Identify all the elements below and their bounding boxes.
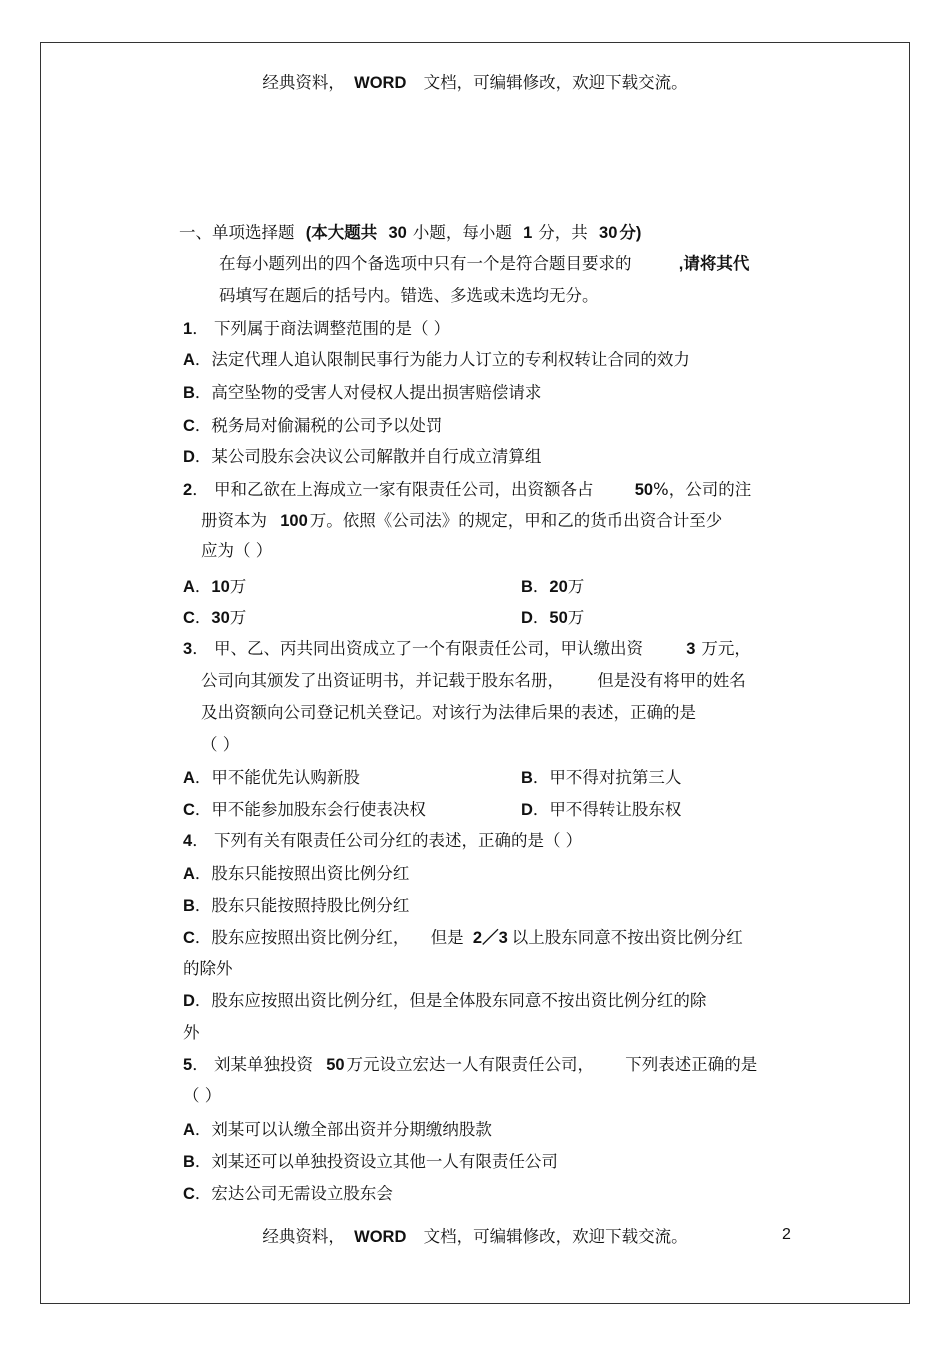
- q2-option-c: [183, 607, 246, 629]
- question-text-tail: 但是没有将甲的姓名: [597, 671, 746, 690]
- question-1: [183, 318, 450, 340]
- option-letter: C: [183, 801, 195, 819]
- option-text: 刘某可以认缴全部出资并分期缴纳股款: [211, 1120, 492, 1139]
- dot: ．: [194, 447, 212, 466]
- section-title-text: 小题，每小题: [412, 223, 512, 242]
- question-text: 刘某单独投资: [213, 1055, 313, 1074]
- q1-option-c: [183, 415, 442, 437]
- option-letter: C: [183, 609, 195, 627]
- dot: ．: [194, 383, 212, 402]
- q4-option-c-line-2: 的除外: [183, 959, 233, 978]
- dot: ．: [532, 608, 550, 627]
- dot: ．: [532, 800, 550, 819]
- question-5-line-2: （ ）: [183, 1086, 222, 1105]
- question-3-line-2: [201, 670, 746, 692]
- dot: ．: [192, 480, 209, 499]
- question-3-line-3: 及出资额向公司登记机关登记。对该行为法律后果的表述，正确的是: [201, 703, 696, 722]
- option-letter: A: [183, 769, 195, 787]
- option-letter: C: [183, 1185, 195, 1203]
- section-total: 30: [599, 224, 618, 242]
- option-text-3: 以上股东同意不按出资比例分红: [511, 928, 743, 947]
- dot: ．: [194, 1152, 212, 1171]
- dot: ．: [194, 577, 212, 596]
- question-text: 甲、乙、丙共同出资成立了一个有限责任公司，甲认缴出资: [213, 639, 643, 658]
- header-text-tail: 文档，可编辑修改，欢迎下载交流。: [423, 73, 688, 92]
- q2-option-d: [521, 607, 584, 629]
- option-text: 宏达公司无需设立股东会: [211, 1184, 393, 1203]
- question-text-tail: %，公司的注: [653, 480, 752, 499]
- question-text: 甲和乙欲在上海成立一家有限责任公司，出资额各占: [213, 480, 594, 499]
- q5-option-a: [183, 1119, 492, 1141]
- option-unit: 万: [229, 577, 247, 596]
- dot: ．: [194, 768, 212, 787]
- option-letter: C: [183, 929, 195, 947]
- q3-option-a: [183, 767, 360, 789]
- q4-option-a: [183, 863, 409, 885]
- dot: ．: [194, 864, 212, 883]
- option-letter: D: [183, 448, 195, 466]
- option-letter: A: [183, 351, 195, 369]
- option-value: 10: [211, 578, 230, 596]
- q2-option-a: [183, 576, 246, 598]
- question-text: 下列属于商法调整范围的是（ ）: [213, 319, 451, 338]
- dot: ．: [194, 350, 212, 369]
- q1-option-b: [183, 382, 541, 404]
- section-title-label: 一、单项选择题: [179, 223, 295, 242]
- question-text-2: 万元设立宏达一人有限责任公司，: [346, 1055, 595, 1074]
- header-word: WORD: [354, 74, 407, 92]
- footer-text: 经典资料，: [262, 1227, 345, 1246]
- question-value: 3: [686, 640, 696, 658]
- instruction-text-tail: ,请将其代: [678, 255, 750, 273]
- option-text: 股东只能按照出资比例分红: [211, 864, 410, 883]
- question-2-line-2: [201, 510, 722, 532]
- option-letter: A: [183, 1121, 195, 1139]
- option-text: 甲不得转让股东权: [549, 800, 682, 819]
- option-text: 高空坠物的受害人对侵权人提出损害赔偿请求: [211, 383, 542, 402]
- option-unit: 万: [229, 608, 247, 627]
- dot: ．: [532, 768, 550, 787]
- q3-option-c: [183, 799, 426, 821]
- question-3-line-4: （ ）: [201, 735, 240, 754]
- question-text: 下列有关有限责任公司分红的表述，正确的是（ ）: [213, 831, 583, 850]
- q5-option-c: [183, 1183, 393, 1205]
- q4-option-d: [183, 990, 706, 1012]
- dot: ．: [194, 991, 212, 1010]
- dot: ．: [194, 928, 212, 947]
- option-text: 法定代理人追认限制民事行为能力人订立的专利权转让合同的效力: [211, 350, 690, 369]
- question-number: 5: [183, 1056, 193, 1074]
- dot: ．: [194, 1120, 212, 1139]
- dot: ．: [532, 577, 550, 596]
- option-text: 甲不能优先认购新股: [211, 768, 360, 787]
- option-letter: B: [521, 769, 533, 787]
- option-text-2: 但是: [430, 928, 464, 947]
- question-number: 2: [183, 481, 193, 499]
- q4-option-b: [183, 895, 409, 917]
- question-text: 公司向其颁发了出资证明书，并记载于股东名册，: [201, 671, 564, 690]
- question-2-line-3: 应为（ ）: [201, 541, 273, 560]
- option-text: 股东只能按照持股比例分红: [211, 896, 410, 915]
- section-title-end: 分): [619, 224, 642, 242]
- dot: ．: [194, 896, 212, 915]
- question-text: 册资本为: [201, 511, 267, 530]
- page-footer: [0, 1226, 950, 1248]
- dot: ．: [194, 608, 212, 627]
- footer-word: WORD: [354, 1228, 407, 1246]
- section-title-paren: (本大题共: [305, 224, 378, 242]
- option-unit: 万: [567, 577, 585, 596]
- page-number: 2: [782, 1226, 791, 1243]
- question-number: 4: [183, 832, 193, 850]
- section-title: [179, 222, 641, 244]
- option-text: 甲不得对抗第三人: [549, 768, 682, 787]
- option-text: 某公司股东会决议公司解散并自行成立清算组: [211, 447, 542, 466]
- option-value: 20: [549, 578, 568, 596]
- header-text: 经典资料，: [262, 73, 345, 92]
- instruction-line-1: [219, 253, 749, 275]
- q3-option-b: [521, 767, 681, 789]
- option-letter: B: [183, 897, 195, 915]
- option-letter: B: [183, 384, 195, 402]
- q4-option-c: [183, 927, 743, 949]
- dot: ．: [192, 1055, 209, 1074]
- q5-option-b: [183, 1151, 558, 1173]
- dot: ．: [192, 831, 209, 850]
- question-2: [183, 479, 751, 501]
- question-4: [183, 830, 582, 852]
- option-value: 30: [211, 609, 230, 627]
- option-letter: D: [183, 992, 195, 1010]
- option-letter: C: [183, 417, 195, 435]
- option-letter: A: [183, 865, 195, 883]
- q2-option-b: [521, 576, 584, 598]
- dot: ．: [194, 800, 212, 819]
- question-3: [183, 638, 751, 660]
- question-value: 50: [326, 1056, 345, 1074]
- footer-text-tail: 文档，可编辑修改，欢迎下载交流。: [423, 1227, 688, 1246]
- question-number: 1: [183, 320, 193, 338]
- section-points: 1: [523, 224, 533, 242]
- option-text: 税务局对偷漏税的公司予以处罚: [211, 416, 443, 435]
- option-text: 股东应按照出资比例分红，: [211, 928, 410, 947]
- option-letter: D: [521, 801, 533, 819]
- section-title-text2: 分，共: [538, 223, 588, 242]
- question-value: 50: [634, 481, 654, 499]
- question-5: [183, 1054, 757, 1076]
- option-text: 甲不能参加股东会行使表决权: [211, 800, 426, 819]
- question-value: 100: [280, 512, 308, 530]
- q1-option-d: [183, 446, 541, 468]
- dot: ．: [194, 416, 212, 435]
- question-text-3: 下列表述正确的是: [625, 1055, 758, 1074]
- dot: ．: [192, 319, 209, 338]
- q1-option-a: [183, 349, 690, 371]
- option-value: 50: [549, 609, 568, 627]
- option-letter: D: [521, 609, 533, 627]
- q4-option-d-line-2: 外: [183, 1023, 200, 1042]
- dot: ．: [192, 639, 209, 658]
- dot: ．: [194, 1184, 212, 1203]
- option-text: 股东应按照出资比例分红，但是全体股东同意不按出资比例分红的除: [211, 991, 707, 1010]
- question-text-tail: 万。依照《公司法》的规定，甲和乙的货币出资合计至少: [309, 511, 723, 530]
- option-letter: B: [521, 578, 533, 596]
- option-unit: 万: [567, 608, 585, 627]
- option-value: 2／3: [472, 929, 508, 947]
- option-text: 刘某还可以单独投资设立其他一人有限责任公司: [211, 1152, 558, 1171]
- option-letter: A: [183, 578, 195, 596]
- section-count: 30: [388, 224, 407, 242]
- page-header: [0, 72, 950, 94]
- q3-option-d: [521, 799, 681, 821]
- instruction-text: 在每小题列出的四个备选项中只有一个是符合题目要求的: [219, 254, 632, 273]
- question-number: 3: [183, 640, 193, 658]
- instruction-line-2: 码填写在题后的括号内。错选、多选或未选均无分。: [219, 286, 599, 305]
- option-letter: B: [183, 1153, 195, 1171]
- question-text-tail: 万元，: [701, 639, 751, 658]
